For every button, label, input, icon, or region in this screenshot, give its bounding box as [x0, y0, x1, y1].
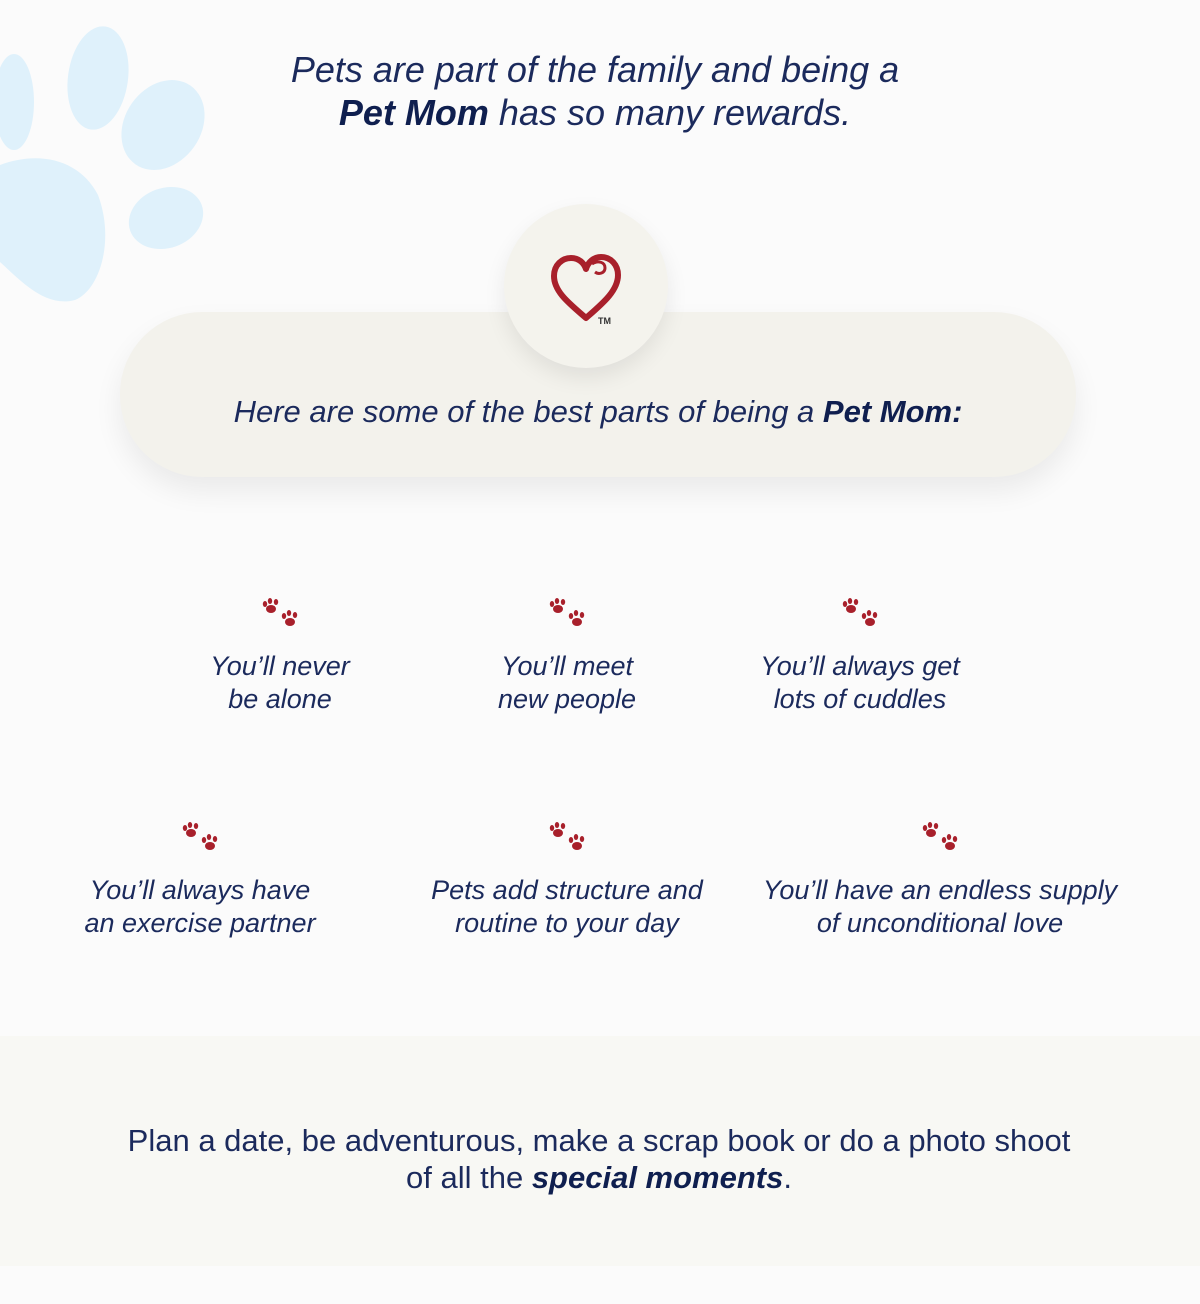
benefit-item-1 [180, 598, 380, 716]
banner-text [120, 390, 1076, 434]
intro-line-1: Pets are part of the family and being a [290, 49, 900, 90]
paw-prints-icon [547, 822, 587, 854]
benefit-item-4 [60, 822, 340, 940]
benefit-item-3 [740, 598, 980, 716]
benefit-item-6 [740, 822, 1140, 940]
benefit-text: You’ll never be alone [210, 651, 350, 714]
paw-prints-icon [180, 822, 220, 854]
paw-prints-icon [547, 598, 587, 630]
footer-line-2-post: . [783, 1160, 792, 1195]
paw-prints-icon [840, 598, 880, 630]
footer-text [0, 1122, 1198, 1196]
intro-pet-mom: Pet Mom [338, 92, 489, 133]
footer-line-2-pre: of all the [406, 1160, 532, 1195]
banner-text-lead: Here are some of the best parts of being a [233, 394, 823, 429]
heart-logo-icon [548, 254, 624, 330]
benefit-text: You’ll always have an exercise partner [84, 875, 316, 938]
benefit-item-5 [407, 822, 727, 940]
intro-heading [0, 48, 1190, 134]
footer-line-1: Plan a date, be adventurous, make a scrap book or do a photo shoot [127, 1123, 1071, 1158]
benefit-text: You’ll have an endless supply of unconditional love [762, 875, 1118, 938]
banner-pet-mom: Pet Mom: [822, 394, 963, 429]
footer-special-moments: special moments [531, 1160, 784, 1195]
benefit-text: You’ll meet new people [497, 651, 637, 714]
paw-prints-icon [260, 598, 300, 630]
logo-badge [504, 204, 668, 368]
intro-line-2 [0, 91, 1190, 134]
trademark-mark: TM [598, 316, 611, 326]
benefit-text: Pets add structure and routine to your day [431, 875, 703, 938]
benefit-item-2 [457, 598, 677, 716]
paw-prints-icon [920, 822, 960, 854]
benefit-text: You’ll always get lots of cuddles [760, 651, 960, 714]
intro-line-2-rest: has so many rewards. [488, 92, 852, 133]
footer-line-2 [0, 1159, 1198, 1196]
